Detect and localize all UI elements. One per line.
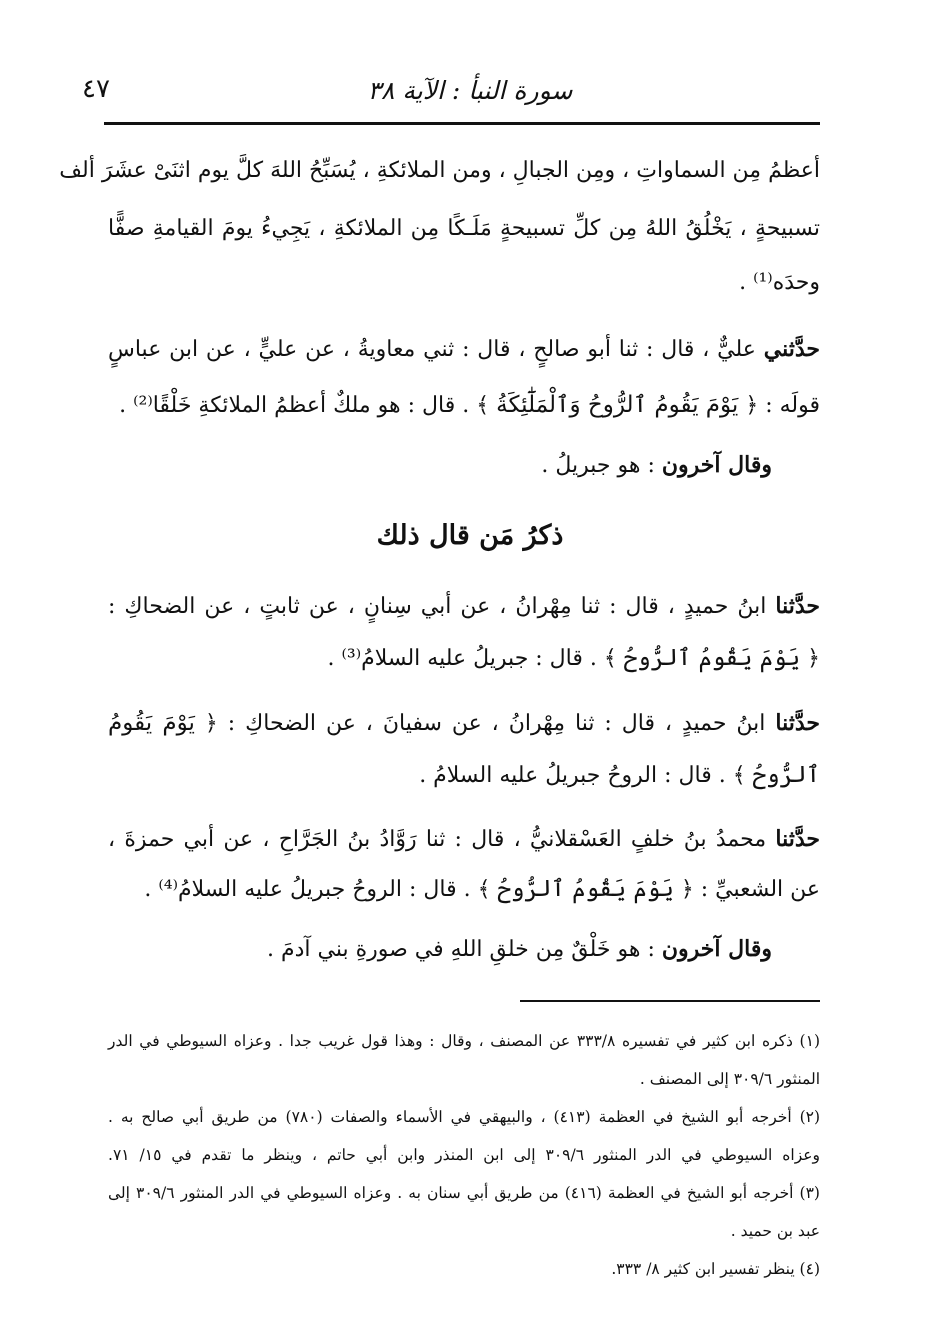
- footnote-1-line-1: (١) ذكره ابن كثير في تفسيره ٣٣٣/٨ عن المصنف ، وقال : وهذا قول غريب جدا . وعزاه السيوطي في الدر: [108, 1032, 820, 1050]
- quran-verse: يَوْمَ يَقُومُ ٱلرُّوحُ: [497, 876, 674, 902]
- quran-verse: يَوْمَ يَقُومُ ٱلرُّوحُ وَٱلْمَلَٰٓئِكَةُ: [496, 392, 739, 418]
- footnote-rule: [520, 1000, 820, 1002]
- footnote-2-line-2: وعزاه السيوطي في الدر المنثور ٣٠٩/٦ إلى ابن المنذر وابن أبي حاتم ، وينظر ما تقدم في ١٥/ ٧١.: [108, 1146, 820, 1164]
- paragraph-4-line-2: [108, 645, 820, 671]
- paragraph-5-line-2: [108, 762, 820, 788]
- narration-text: ابنُ حميدٍ ، قال : ثنا مِهْرانُ ، عن أبي سِنانٍ ، عن ثابتٍ ، عن الضحاكِ :: [108, 594, 767, 619]
- narration-text: عليٌّ ، قال : ثنا أبو صالحٍ ، قال : ثني معاويةُ ، عن عليٍّ ، عن ابن عباسٍ: [108, 337, 756, 362]
- paragraph-7: [108, 936, 820, 962]
- quran-verse: يَوْمَ يَقُومُ: [108, 710, 195, 736]
- section-heading: ذكرُ مَن قال ذلك: [376, 520, 564, 551]
- paragraph-2-line-1: [108, 336, 820, 362]
- paragraph-2-line-2: [108, 392, 820, 418]
- narration-text: : هو جبريلُ .: [541, 453, 655, 478]
- narration-lead: حدَّثني: [763, 336, 821, 362]
- quran-verse: يَوْمَ يَقُومُ ٱلرُّوحُ: [623, 645, 801, 671]
- narration-lead: حدَّثنا: [775, 593, 820, 619]
- text-span: ﴾ . قال : الروحُ جبريلُ عليه السلامُ⁽⁴⁾ .: [144, 877, 491, 902]
- text-span: عن الشعبيِّ : ﴿: [680, 877, 820, 902]
- footnote-1-line-2: المنثور ٣٠٩/٦ إلى المصنف .: [639, 1070, 820, 1088]
- narration-lead: حدَّثنا: [775, 710, 820, 736]
- paragraph-5-line-1: [108, 710, 820, 736]
- paragraph-1-line-3: وحدَه⁽¹⁾ .: [739, 270, 820, 295]
- paragraph-1-line-2: تسبيحةٍ ، يَخْلُقُ اللهُ مِن كلِّ تسبيحةٍ مَلَـكًا مِن الملائكةِ ، يَجِيءُ يومَ القيامةِ صفًّا: [108, 216, 820, 241]
- narration-text: ابنُ حميدٍ ، قال : ثنا مِهْرانُ ، عن سفيانَ ، عن الضحاكِ : ﴿: [204, 711, 766, 736]
- text-span: ﴾ . قال : الروحُ جبريلُ عليه السلامُ .: [419, 763, 746, 788]
- page-number: ٤٧: [82, 74, 110, 104]
- narration-text: محمدُ بنُ خلفٍ العَسْقلانيُّ ، قال : ثنا رَوَّادُ بنُ الجَرَّاحِ ، عن أبي حمزةَ ،: [108, 827, 767, 852]
- footnote-2-line-1: (٢) أخرجه أبو الشيخ في العظمة (٤١٣) ، والبيهقي في الأسماء والصفات (٧٨٠) من طريق أبي صالح به .: [108, 1108, 821, 1126]
- narration-lead: حدَّثنا: [775, 826, 820, 852]
- header-rule: [104, 122, 820, 125]
- text-span: ﴿: [807, 646, 820, 671]
- quran-verse: ٱلرُّوحُ: [752, 762, 820, 788]
- paragraph-1-line-1: أعظمُ مِن السماواتِ ، ومِن الجبالِ ، ومن الملائكةِ ، يُسَبِّحُ اللهَ كلَّ يوم اثنَىْ عشَرَ ألف: [59, 158, 820, 183]
- narration-lead: وقال آخرون: [661, 452, 772, 478]
- narration-lead: وقال آخرون: [661, 936, 772, 962]
- running-header-title: سورة النبأ : الآية ٣٨: [367, 76, 573, 105]
- footnote-3-line-2: عبد بن حميد .: [730, 1222, 820, 1240]
- paragraph-3: [108, 452, 820, 478]
- text-span: ﴾ . قال : جبريلُ عليه السلامُ⁽³⁾ .: [327, 646, 617, 671]
- paragraph-4-line-1: [108, 593, 820, 619]
- paragraph-6-line-1: [108, 826, 820, 852]
- footnote-4-line-1: (٤) ينظر تفسير ابن كثير ٨/ ٣٣٣.: [611, 1260, 820, 1278]
- text-span: ﴾ . قال : هو ملكٌ أعظمُ الملائكةِ خَلْقًا⁽²⁾ .: [119, 393, 490, 418]
- text-span: قولَه : ﴿: [745, 393, 820, 418]
- footnote-3-line-1: (٣) أخرجه أبو الشيخ في العظمة (٤١٦) من طريق أبي سنان به . وعزاه السيوطي في الدر المنثور ٣٠٩/٦ إلى: [108, 1184, 820, 1202]
- narration-text: : هو خَلْقٌ مِن خلقِ اللهِ في صورةِ بني آدمَ .: [267, 937, 655, 962]
- paragraph-6-line-2: [108, 876, 820, 902]
